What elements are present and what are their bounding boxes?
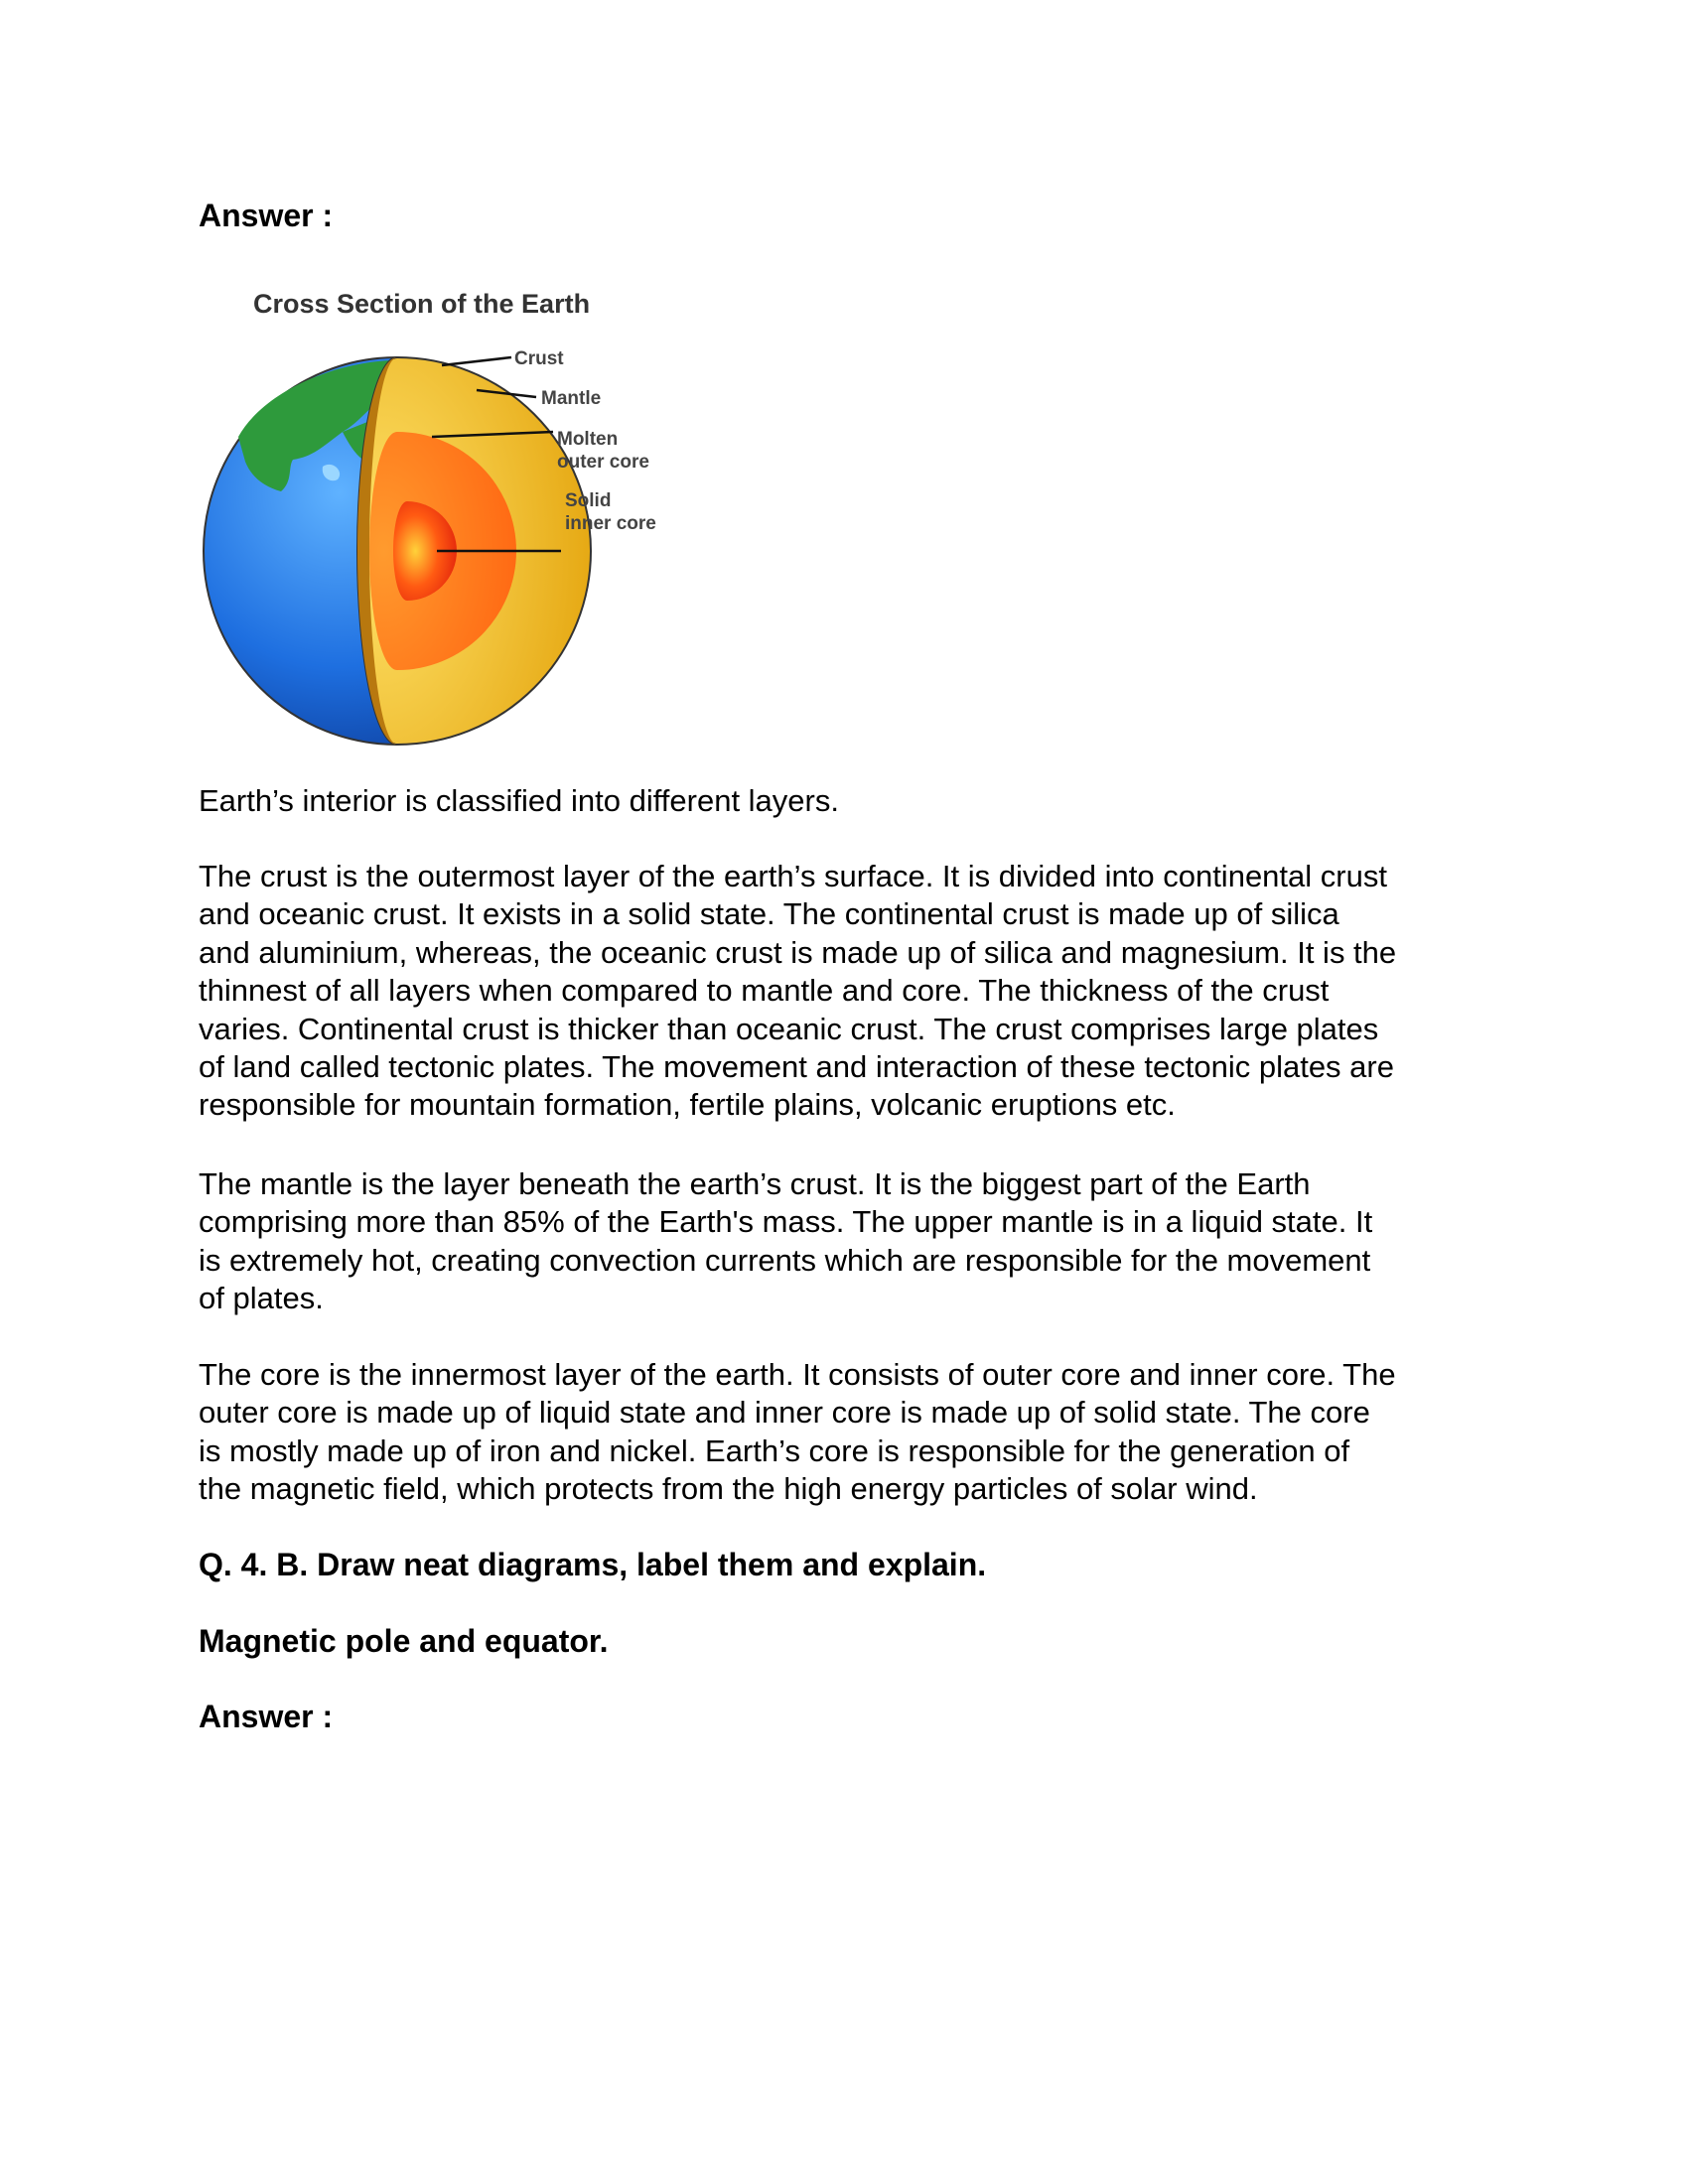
text-line: thinnest of all layers when compared to mantle and core. The thickness of the crust [199, 973, 1330, 1009]
outer-core-label-line2: outer core [557, 452, 649, 473]
intro-paragraph [199, 782, 1509, 820]
core-paragraph [199, 1356, 1509, 1509]
text-line: is mostly made up of iron and nickel. Earth’s core is responsible for the generation of [199, 1433, 1350, 1468]
figure-title: Cross Section of the Earth [253, 289, 591, 319]
text-line: of land called tectonic plates. The movement and interaction of these tectonic plates are [199, 1049, 1394, 1085]
text-line: and aluminium, whereas, the oceanic crust is made up of silica and magnesium. It is the [199, 934, 1397, 970]
question-heading: Q. 4. B. Draw neat diagrams, label them and explain. [199, 1547, 987, 1582]
earth-cross-section-diagram [194, 283, 770, 750]
mantle-paragraph [199, 1165, 1509, 1318]
text-line: The mantle is the layer beneath the earth’s crust. It is the biggest part of the Earth [199, 1166, 1311, 1201]
text-line: varies. Continental crust is thicker than oceanic crust. The crust comprises large plates [199, 1011, 1379, 1046]
subquestion-heading: Magnetic pole and equator. [199, 1623, 609, 1659]
text-line: the magnetic field, which protects from the high energy particles of solar wind. [199, 1471, 1258, 1507]
crust-paragraph [199, 858, 1509, 1125]
text-line: is extremely hot, creating convection currents which are responsible for the movement [199, 1242, 1371, 1278]
inner-core-label-line1: Solid [565, 490, 612, 511]
crust-leader-line [442, 357, 511, 365]
text-line: and oceanic crust. It exists in a solid state. The continental crust is made up of silica [199, 896, 1339, 932]
outer-core-label-line1: Molten [557, 429, 619, 450]
text-line: The crust is the outermost layer of the earth’s surface. It is divided into continental crust [199, 859, 1387, 893]
answer-heading: Answer : [199, 198, 334, 233]
text-line: outer core is made up of liquid state and inner core is made up of solid state. The core [199, 1395, 1370, 1431]
text-line: responsible for mountain formation, fertile plains, volcanic eruptions etc. [199, 1087, 1176, 1123]
crust-label: Crust [514, 348, 564, 369]
inner-core-label-line2: inner core [565, 513, 656, 534]
answer-heading: Answer : [199, 1699, 334, 1734]
text-line: The core is the innermost layer of the earth. It consists of outer core and inner core. The [199, 1357, 1396, 1392]
text-line: of plates. [199, 1281, 324, 1316]
text-line: Earth’s interior is classified into different layers. [199, 783, 839, 818]
text-line: comprising more than 85% of the Earth's mass. The upper mantle is in a liquid state. It [199, 1204, 1373, 1240]
mantle-label: Mantle [541, 388, 602, 409]
